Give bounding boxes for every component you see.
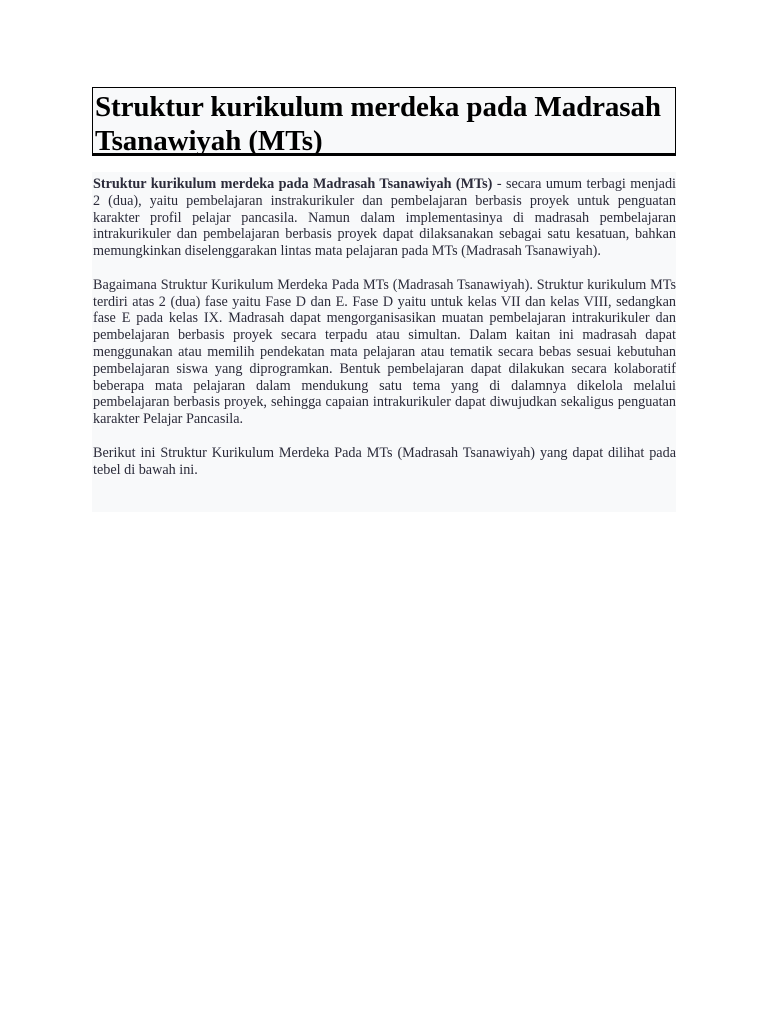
paragraph-structure: Bagaimana Struktur Kurikulum Merdeka Pada MTs (Madrasah Tsanawiyah). Struktur kurikulum MTs terdiri atas 2 (dua) fase yaitu Fase D dan E. Fase D yaitu untuk kelas VII dan kelas VIII, sedangkan fase E pada kelas IX. Madrasah dapat mengorganisasikan muatan pembelajaran intrakurikuler dan pembelajaran berbasis proyek secara terpadu atau simultan. Dalam kaitan ini madrasah dapat menggunakan atau memilih pendekatan mata pelajaran atau tematik secara bebas sesuai kebutuhan pembelajaran siswa yang diprogramkan. Bentuk pembelajaran dapat dilakukan secara kolaboratif beberapa mata pelajaran dalam mendukung satu tema yang di dalamnya dikelola melalui pembelajaran berbasis proyek, sehingga capaian intrakurikuler dapat diwujudkan sekaligus penguatan karakter Pelajar Pancasila. [93,276,676,428]
paragraph-intro [93,176,676,260]
lead-text: Struktur kurikulum merdeka pada Madrasah Tsanawiyah (MTs) [93,176,493,192]
paragraph-closing: Berikut ini Struktur Kurikulum Merdeka Pada MTs (Madrasah Tsanawiyah) yang dapat dilihat pada tebel di bawah ini. [93,444,676,478]
title-box [92,87,676,156]
paragraph-intro-text: secara umum terbagi menjadi 2 (dua), yaitu pembelajaran instrakurikuler dan pembelajaran berbasis proyek untuk penguatan karakter profil pelajar pancasila. Namun dalam implementasinya di madrasah pembelajaran intrakurikuler dan pembelajaran berbasis proyek dapat dilaksanakan sebagai satu kesatuan, bahkan memungkinkan diselenggarakan lintas mata pelajaran pada MTs (Madrasah Tsanawiyah). [93,176,676,260]
page-title: Struktur kurikulum merdeka pada Madrasah Tsanawiyah (MTs) [95,91,661,157]
article-body [92,172,676,512]
lead-separator: - [492,176,506,192]
